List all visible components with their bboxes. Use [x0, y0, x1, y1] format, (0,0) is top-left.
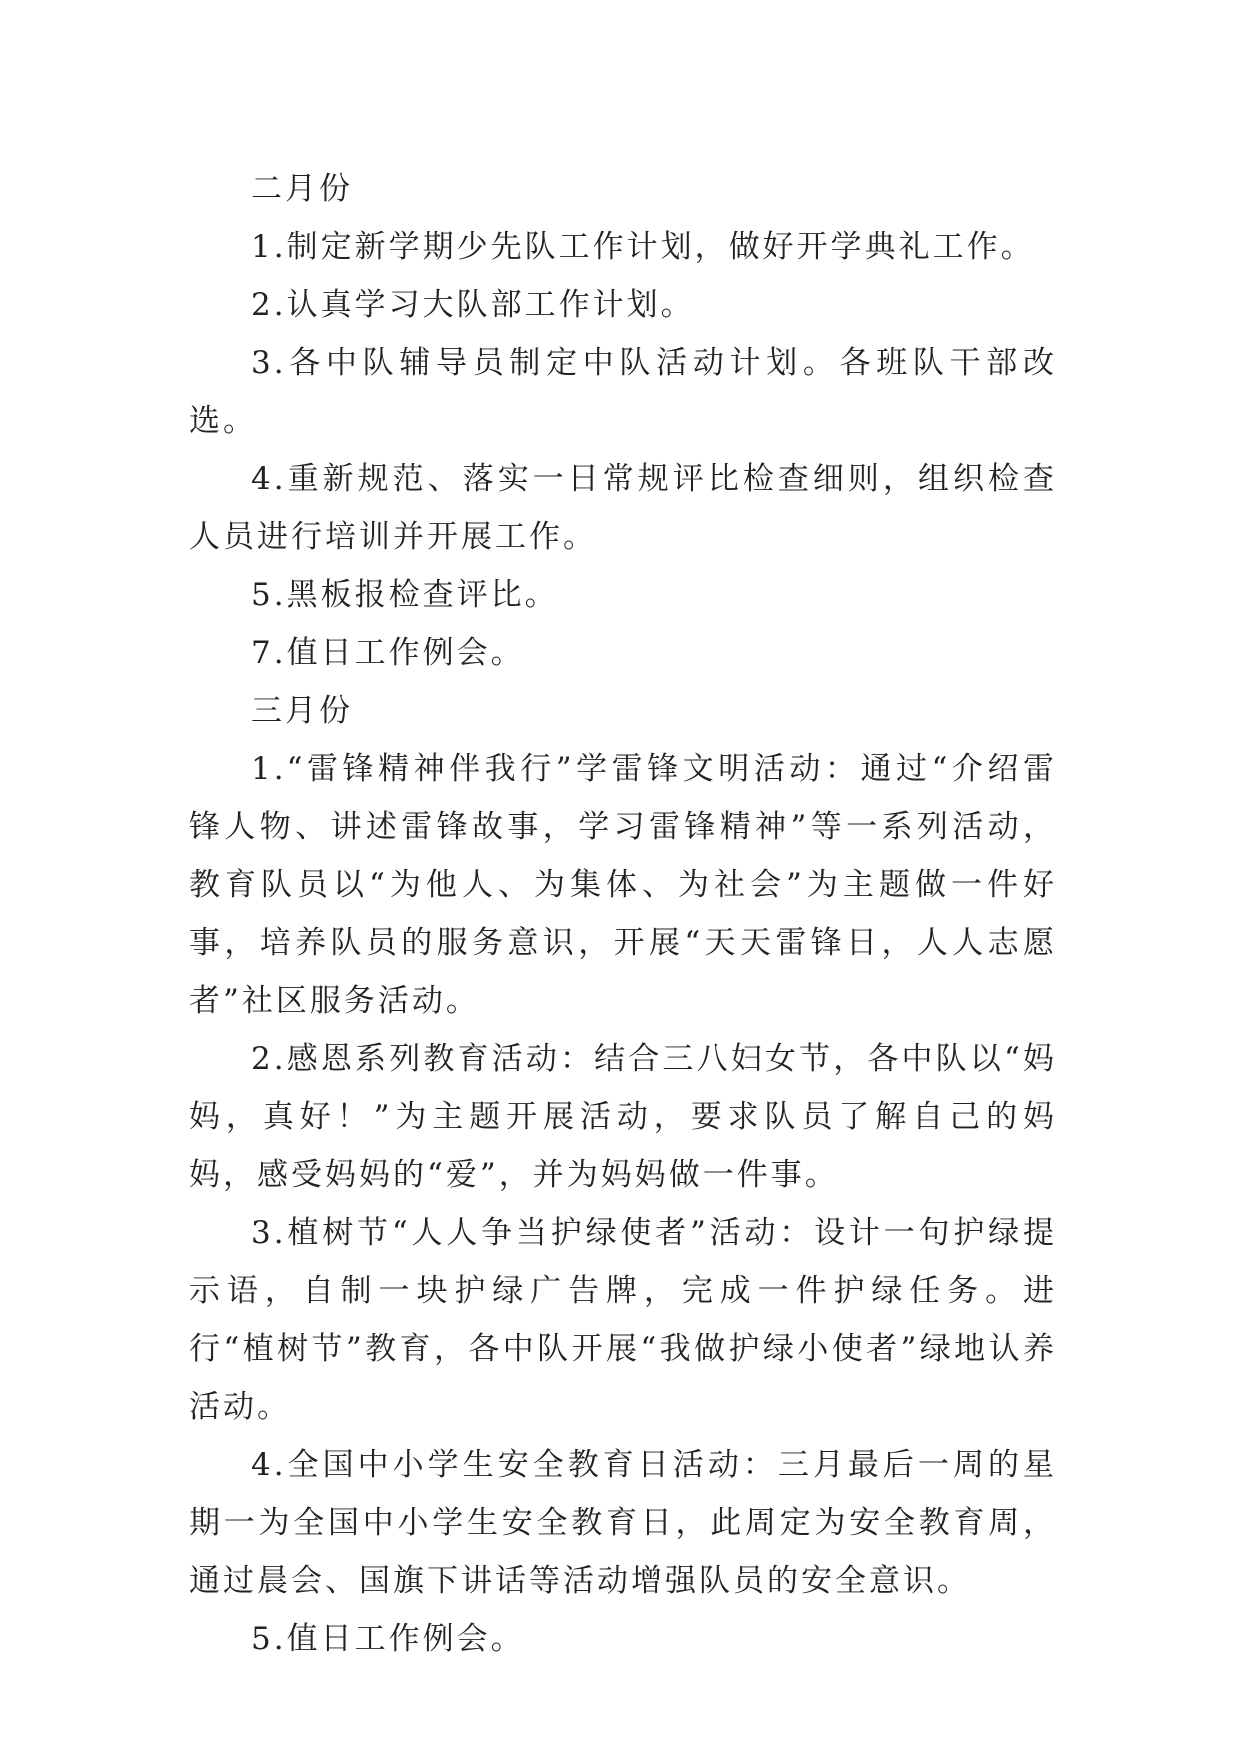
document-body: [189, 160, 1057, 1668]
feb-item-5: 5.黑板报检查评比。: [251, 577, 559, 613]
feb-item-4: 4.重新规范、落实一日常规评比检查细则，组织检查人员进行培训并开展工作。: [189, 461, 1057, 555]
feb-item-1: 1.制定新学期少先队工作计划，做好开学典礼工作。: [251, 229, 1035, 265]
mar-item-1: 1.“雷锋精神伴我行”学雷锋文明活动：通过“介绍雷锋人物、讲述雷锋故事，学习雷锋精神”等一系列活动，教育队员以“为他人、为集体、为社会”为主题做一件好事，培养队员的服务意识，开展“天天雷锋日，人人志愿者”社区服务活动。: [189, 751, 1057, 1019]
mar-item-5: 5.值日工作例会。: [251, 1621, 525, 1657]
heading-february: 二月份: [251, 171, 353, 207]
feb-item-7: 7.值日工作例会。: [251, 635, 525, 671]
mar-item-4: 4.全国中小学生安全教育日活动：三月最后一周的星期一为全国中小学生安全教育日，此周定为安全教育周，通过晨会、国旗下讲话等活动增强队员的安全意识。: [189, 1447, 1057, 1599]
feb-item-2: 2.认真学习大队部工作计划。: [251, 287, 695, 323]
feb-item-3: 3.各中队辅导员制定中队活动计划。各班队干部改选。: [189, 345, 1057, 439]
mar-item-3: 3.植树节“人人争当护绿使者”活动：设计一句护绿提示语，自制一块护绿广告牌，完成一件护绿任务。进行“植树节”教育，各中队开展“我做护绿小使者”绿地认养活动。: [189, 1215, 1057, 1425]
mar-item-2: 2.感恩系列教育活动：结合三八妇女节，各中队以“妈妈，真好！”为主题开展活动，要求队员了解自己的妈妈，感受妈妈的“爱”，并为妈妈做一件事。: [189, 1041, 1057, 1193]
heading-march: 三月份: [251, 693, 353, 729]
